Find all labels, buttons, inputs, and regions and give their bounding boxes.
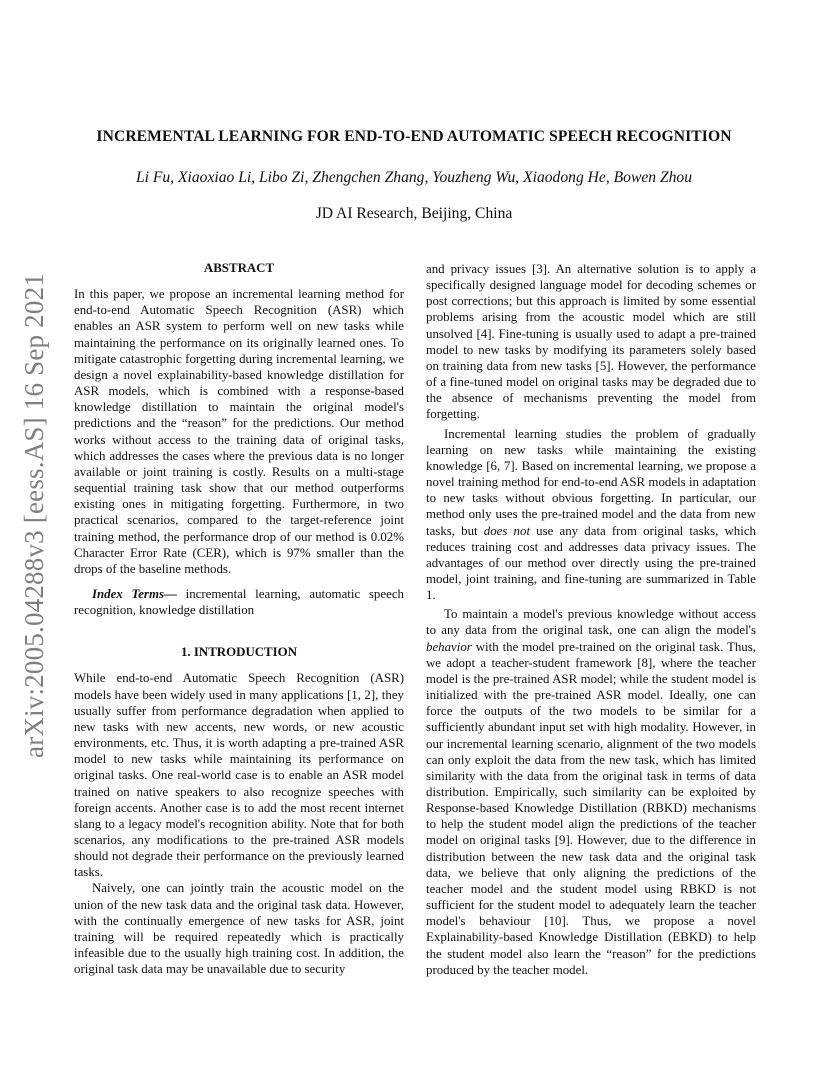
arxiv-sidebar-stamp [14,272,54,758]
abstract-heading: ABSTRACT [203,261,275,275]
introduction-heading: 1. INTRODUCTION [180,645,298,660]
intro-paragraph-4-part-a: Incremental learning studies the problem of gradually learning on new tasks while maintaining the existing knowledge [6, 7]. Based on incremental learning, we propose a novel training method for end-to-end ASR models in adaptation to new tasks without obvious forgetting. In particular, our method only uses the pre-trained model and the data from new tasks, but [426,426,756,538]
intro-paragraph-4-part-b: use any data from original tasks, which reduces training cost and addresses data privacy issues. The advantages of our method over directly using the pre-trained model, joint training, and fine-tuning are summarized in Table 1. [426,523,756,603]
intro-paragraph-2: Naively, one can jointly train the acoustic model on the union of the new task data and the original task data. However, with the continually emergence of new tasks for ASR, joint training will be required repeatedly which is practically infeasible due to the usually high training cost. In addition, the original task data may be unavailable due to security [74,881,404,977]
paper-title: INCREMENTAL LEARNING FOR END-TO-END AUTOMATIC SPEECH RECOGNITION [96,128,732,145]
right-column [426,261,756,978]
index-terms-label: Index Terms— [92,586,177,601]
intro-paragraph-5-emphasis: behavior [426,639,472,654]
intro-paragraph-5 [426,606,756,978]
index-terms-text: incremental learning, automatic speech recognition, knowledge distillation [74,586,404,618]
left-column [74,260,404,977]
intro-paragraph-1: While end-to-end Automatic Speech Recognition (ASR) models have been widely used in many applications [1, 2], they usually suffer from performance degradation when applied to new tasks with new accents, new words, or new acoustic environments, etc. Thus, it is worth adapting a pre-trained ASR model to new tasks while maintaining its performance on original tasks. One real-world case is to enable an ASR model trained on native speakers to also recognize speeches with foreign accents. Another case is to add the most recent internet slang to a legacy model's recognition ability. Note that for both scenarios, any modifications to the pre-trained ASR models should not degrade their performance on the previously learned tasks. [74,671,404,880]
intro-paragraph-4-emphasis: does not [483,523,531,538]
intro-paragraph-5-part-a: To maintain a model's previous knowledge without access to any data from the original task, one can align the model's [426,607,756,638]
paper-authors: Li Fu, Xiaoxiao Li, Libo Zi, Zhengchen Zhang, Youzheng Wu, Xiaodong He, Bowen Zhou [135,169,693,186]
index-terms [74,586,404,618]
intro-paragraph-3: and privacy issues [3]. An alternative solution is to apply a specifically designed language model for decoding schemes or post corrections; but this approach is limited by some essential problems arising from the acoustic model which are still unsolved [4]. Fine-tuning is usually used to adapt a pre-trained model to new tasks by modifying its parameters solely based on training data from new tasks [5]. However, the performance of a fine-tuned model on original tasks may be degraded due to the absence of mechanisms preventing the model from forgetting. [426,262,756,422]
intro-paragraph-4 [426,426,756,604]
intro-paragraph-5-part-b: with the model pre-trained on the original task. Thus, we adopt a teacher-student framework [8], where the teacher model is the pre-trained ASR model; while the student model is initialized with the pre-trained ASR model. Ideally, one can force the outputs of the two models to be similar for a sufficiently abundant input set with high modality. However, in our incremental learning scenario, alignment of the two models can only exploit the data from the new task, which has limited similarity with the data from the original task in terms of data distribution. Empirically, such similarity can be exploited by Response-based Knowledge Distillation (RBKD) mechanisms to help the student model align the predictions of the teacher model on original tasks [9]. However, due to the difference in distribution between the new task data and the original task data, we believe that only aligning the predictions of the teacher model and the student model using RBKD is not sufficient for the student model to adequately learn the teacher model's behaviour [10]. Thus, we propose a novel Explainability-based Knowledge Distillation (EBKD) to help the student model also learn the “reason” for the predictions produced by the teacher model. [426,639,756,977]
abstract-text: In this paper, we propose an incremental learning method for end-to-end Automatic Speech Recognition (ASR) which enables an ASR system to perform well on new tasks while maintaining the performance on its originally learned ones. To mitigate catastrophic forgetting during incremental learning, we design a novel explainability-based knowledge distillation for ASR models, which is combined with a response-based knowledge distillation to maintain the original model's predictions and the “reason” for the predictions. Our method works without access to the training data of original tasks, which addresses the cases where the previous data is no longer available or joint training is costly. Results on a multi-stage sequential training task show that our method outperforms existing ones in mitigating forgetting. Furthermore, in two practical scenarios, compared to the target-reference joint training method, the performance drop of our method is 0.02% Character Error Rate (CER), which is 97% smaller than the drops of the baseline methods. [74,287,404,576]
paper-affiliation: JD AI Research, Beijing, China [315,205,513,222]
arxiv-id: arXiv:2005.04288v3 [eess.AS] 16 Sep 2021 [18,272,49,758]
